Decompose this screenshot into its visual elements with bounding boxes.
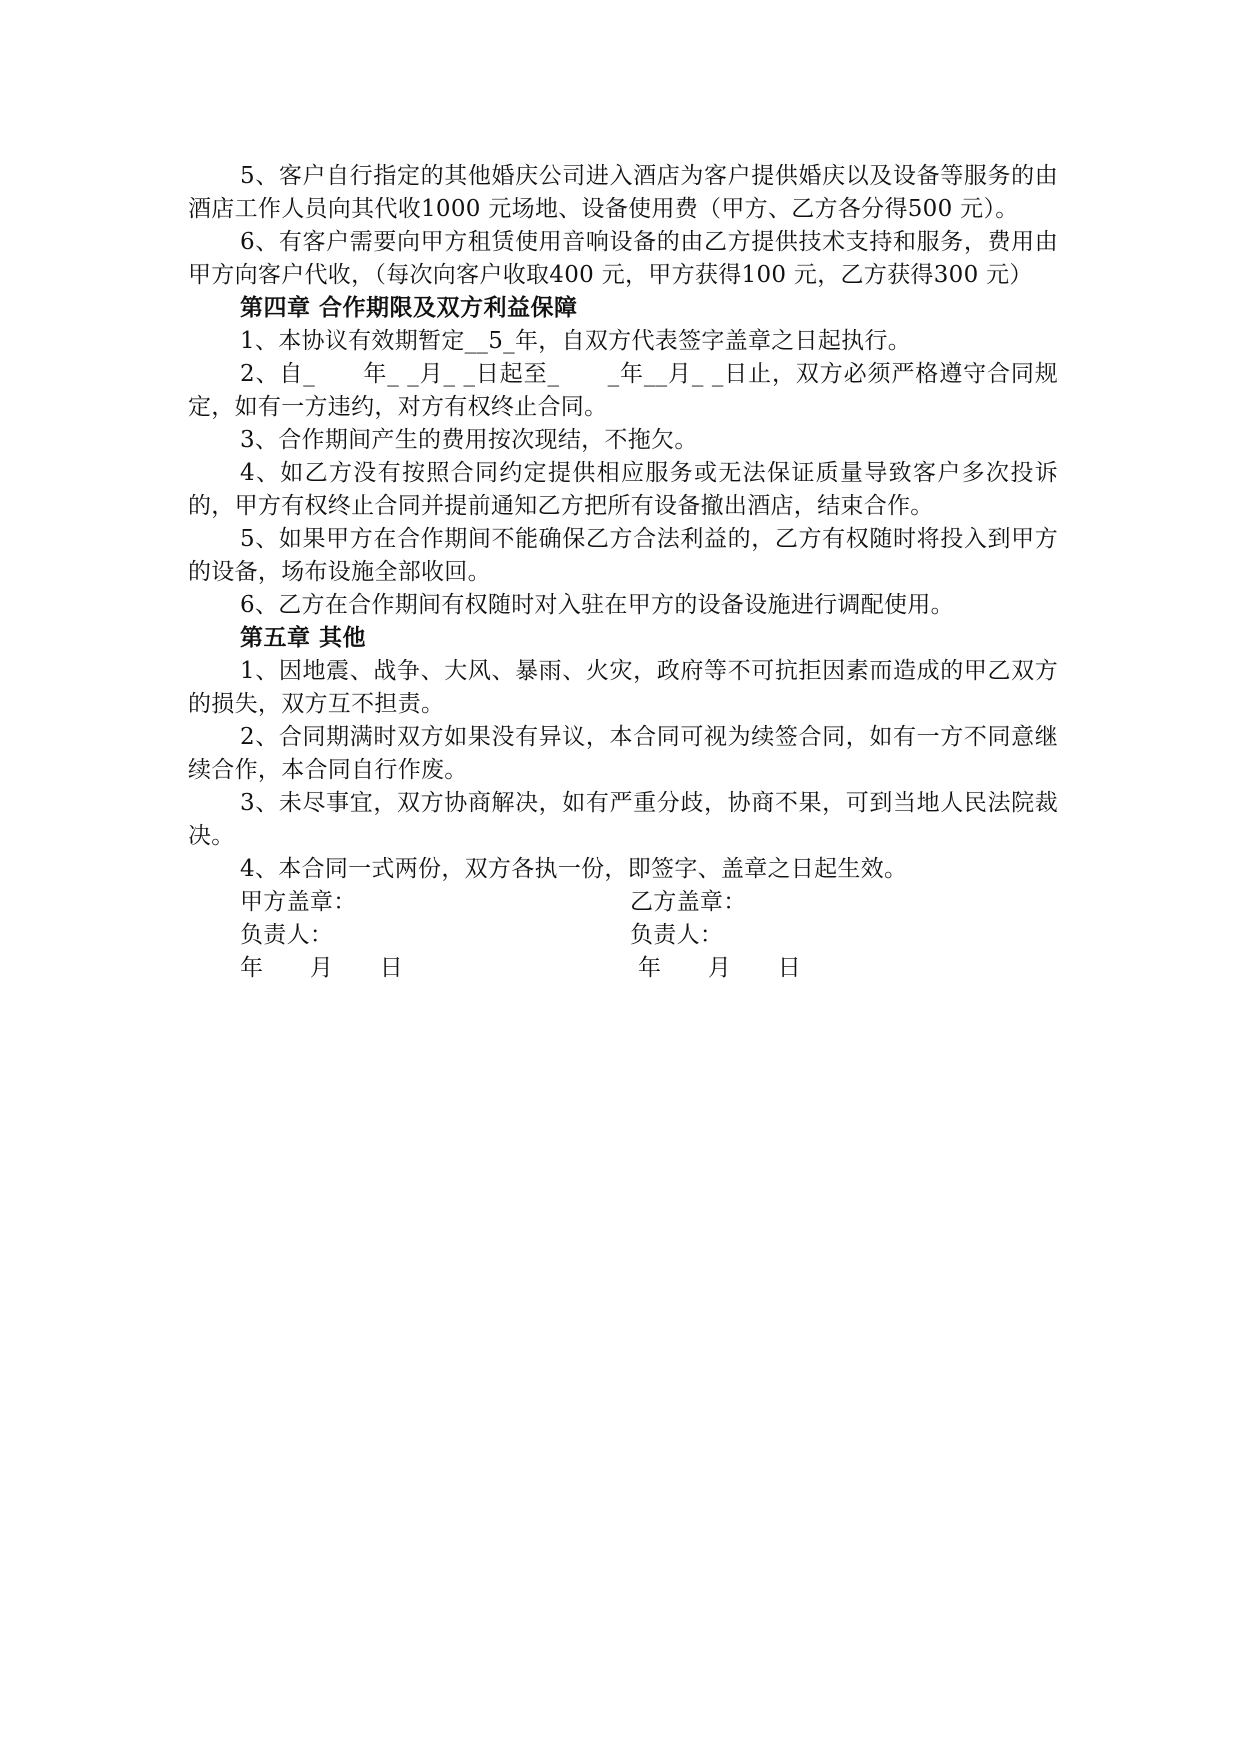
- seal-row: [188, 886, 1058, 919]
- contract-page: [188, 160, 1058, 985]
- party-b-date-label: 年 月 日: [638, 955, 802, 981]
- chapter-5-item-4: 4、本合同一式两份，双方各执一份，即签字、盖章之日起生效。: [240, 856, 908, 882]
- chapter-5-item-1: 1、因地震、战争、大风、暴雨、火灾，政府等不可抗拒因素而造成的甲乙双方的损失，双方互不担责。: [188, 658, 1058, 717]
- party-a-person-label: 负责人：: [240, 922, 334, 948]
- chapter-4-item-4: 4、如乙方没有按照合同约定提供相应服务或无法保证质量导致客户多次投诉的，甲方有权终止合同并提前通知乙方把所有设备撤出酒店，结束合作。: [188, 460, 1058, 519]
- party-a-date-label: 年 月 日: [240, 955, 404, 981]
- chapter-5-item-2: 2、合同期满时双方如果没有异议，本合同可视为续签合同，如有一方不同意继续合作，本合同自行作废。: [188, 724, 1058, 783]
- chapter-4-heading: 第四章 合作期限及双方利益保障: [240, 295, 578, 321]
- chapter-4-item-3: 3、合作期间产生的费用按次现结，不拖欠。: [240, 427, 698, 453]
- paragraph-5-wedding-fee: 5、客户自行指定的其他婚庆公司进入酒店为客户提供婚庆以及设备等服务的由酒店工作人员向其代收1000 元场地、设备使用费（甲方、乙方各分得500 元）。: [188, 163, 1058, 222]
- party-b-person-label: 负责人：: [630, 922, 724, 948]
- chapter-4-item-2: 2、自_ 年_ _月_ _日起至_ _年__月_ _日止，双方必须严格遵守合同规定，如有一方违约，对方有权终止合同。: [188, 361, 1058, 420]
- chapter-4-item-6: 6、乙方在合作期间有权随时对入驻在甲方的设备设施进行调配使用。: [240, 592, 954, 618]
- date-row: [188, 952, 1058, 985]
- paragraph-6-audio-rental: 6、有客户需要向甲方租赁使用音响设备的由乙方提供技术支持和服务，费用由甲方向客户代收，（每次向客户收取400 元，甲方获得100 元，乙方获得300 元）: [188, 229, 1058, 288]
- chapter-5-item-3: 3、未尽事宜，双方协商解决，如有严重分歧，协商不果，可到当地人民法院裁决。: [188, 790, 1058, 849]
- party-b-seal-label: 乙方盖章：: [630, 889, 747, 915]
- chapter-4-item-1: 1、本协议有效期暂定__5_年，自双方代表签字盖章之日起执行。: [240, 328, 912, 354]
- chapter-5-heading: 第五章 其他: [240, 625, 367, 651]
- person-row: [188, 919, 1058, 952]
- chapter-4-item-5: 5、如果甲方在合作期间不能确保乙方合法利益的，乙方有权随时将投入到甲方的设备，场布设施全部收回。: [188, 526, 1058, 585]
- party-a-seal-label: 甲方盖章：: [240, 889, 357, 915]
